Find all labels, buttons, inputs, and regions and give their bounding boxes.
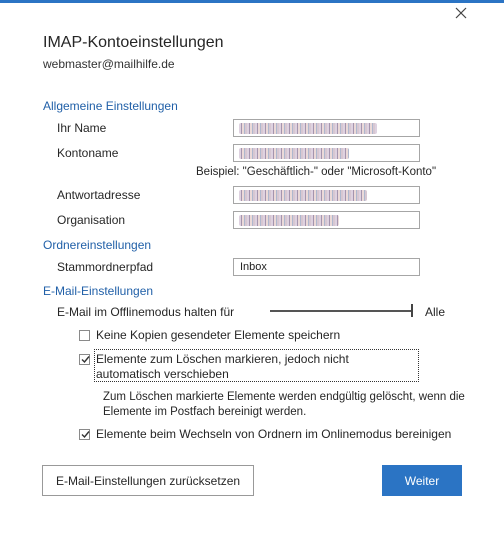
redacted-text <box>239 123 377 134</box>
next-button[interactable]: Weiter <box>382 465 462 496</box>
offline-slider-track[interactable] <box>270 310 412 312</box>
section-folders-heading: Ordnereinstellungen <box>43 238 152 252</box>
checkmark-icon <box>80 354 91 365</box>
close-icon <box>452 4 470 22</box>
reset-email-settings-button[interactable]: E-Mail-Einstellungen zurücksetzen <box>42 465 254 496</box>
redacted-text <box>239 215 339 226</box>
section-email-heading: E-Mail-Einstellungen <box>43 284 154 298</box>
offline-slider-thumb[interactable] <box>411 304 413 317</box>
offline-slider-value: Alle <box>425 305 446 319</box>
redacted-text <box>239 190 367 201</box>
name-label: Ihr Name <box>57 121 107 135</box>
name-field[interactable] <box>233 119 420 137</box>
dialog-title: IMAP-Kontoeinstellungen <box>43 34 224 51</box>
organization-label: Organisation <box>57 213 126 227</box>
organization-field[interactable] <box>233 211 420 229</box>
window-top-border <box>0 0 504 3</box>
section-general-heading: Allgemeine Einstellungen <box>43 99 178 113</box>
account-name-label: Kontoname <box>57 146 119 160</box>
offline-label: E-Mail im Offlinemodus halten für <box>57 305 235 319</box>
root-folder-input[interactable] <box>233 258 420 276</box>
account-email: webmaster@mailhilfe.de <box>43 57 175 71</box>
account-name-hint: Beispiel: "Geschäftlich-" oder "Microsoft-Konto" <box>196 166 437 178</box>
root-folder-label: Stammordnerpfad <box>57 260 154 274</box>
no-copies-checkbox[interactable] <box>79 330 90 341</box>
redacted-text <box>239 148 349 159</box>
account-name-field[interactable] <box>233 144 420 162</box>
purge-label[interactable]: Elemente beim Wechseln von Ordnern im Onlinemodus bereinigen <box>96 427 452 441</box>
no-copies-label[interactable]: Keine Kopien gesendeter Elemente speichern <box>96 328 341 342</box>
checkmark-icon <box>80 429 91 440</box>
mark-delete-description: Zum Löschen markierte Elemente werden endgültig gelöscht, wenn die Elemente im Postfach bereinigt werden. <box>103 391 465 418</box>
reply-address-label: Antwortadresse <box>57 188 141 202</box>
reply-address-field[interactable] <box>233 186 420 204</box>
mark-delete-label[interactable]: Elemente zum Löschen markieren, jedoch nicht automatisch verschieben <box>96 352 349 381</box>
close-button[interactable] <box>452 4 470 22</box>
mark-delete-checkbox[interactable] <box>79 354 90 365</box>
purge-checkbox[interactable] <box>79 429 90 440</box>
